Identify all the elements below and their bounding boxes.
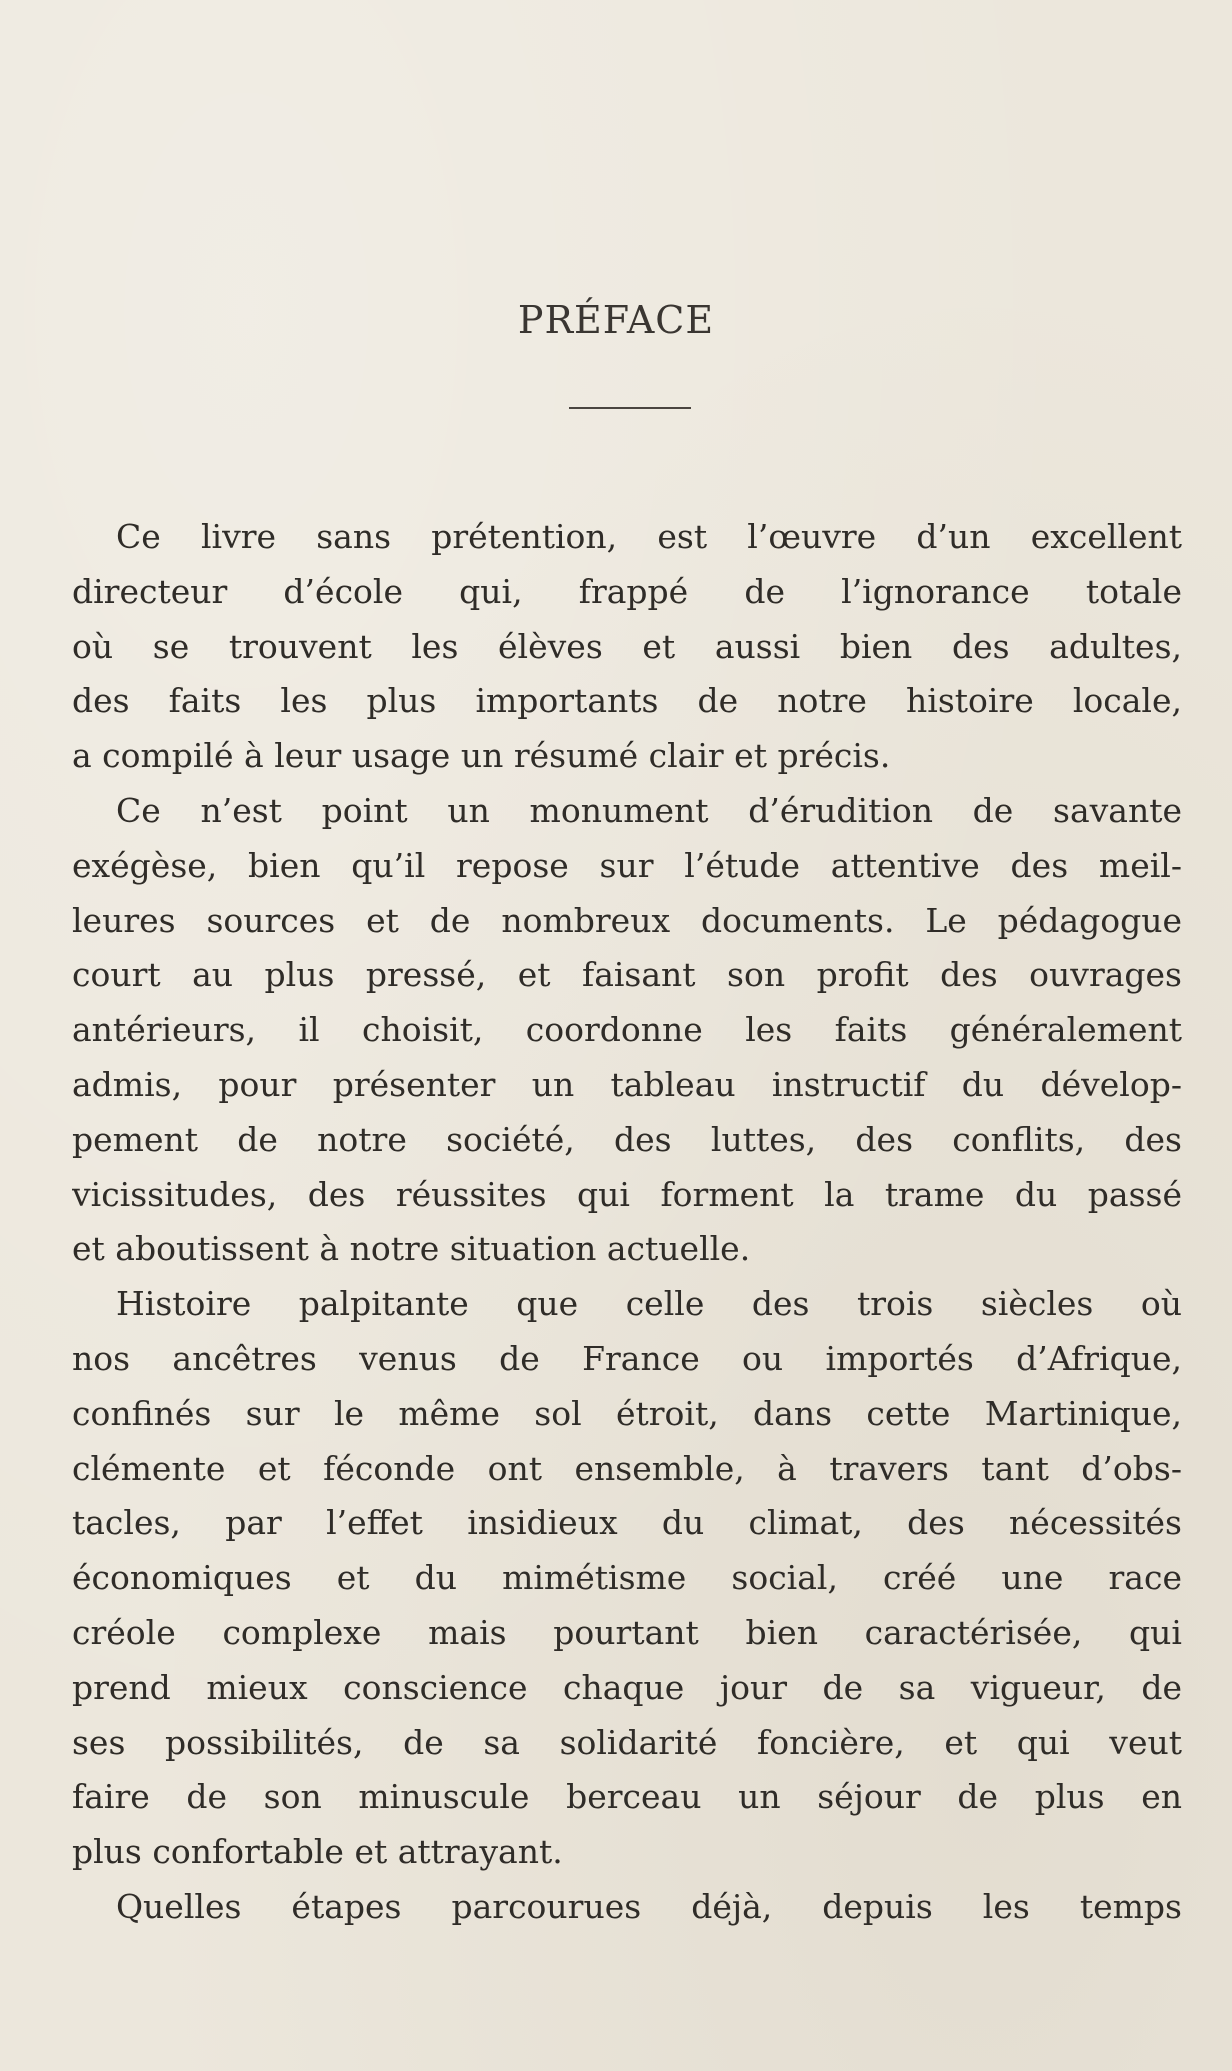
text-line: exégèse, bien qu’il repose sur l’étude attentive des meil- (72, 845, 1182, 885)
text-line: antérieurs, il choisit, coordonne les faits généralement (72, 1010, 1182, 1050)
text-line: leures sources et de nombreux documents. Le pédagogue (72, 900, 1182, 940)
text-line: Ce livre sans prétention, est l’œuvre d’un excellent (116, 517, 1182, 556)
text-line: ses possibilités, de sa solidarité foncière, et qui veut (72, 1722, 1182, 1762)
text-line: plus confortable et attrayant. (72, 1832, 563, 1872)
text-line: faire de son minuscule berceau un séjour de plus en (72, 1777, 1182, 1817)
text-line: nos ancêtres venus de France ou importés d’Afrique, (72, 1338, 1182, 1378)
text-line: pement de notre société, des luttes, des conflits, des (72, 1119, 1182, 1159)
text-line: admis, pour présenter un tableau instructif du dévelop- (72, 1064, 1182, 1104)
text-line: Histoire palpitante que celle des trois siècles où (116, 1284, 1182, 1324)
preface-body (72, 510, 1182, 1935)
text-line: clémente et féconde ont ensemble, à travers tant d’obs- (72, 1448, 1182, 1488)
text-line: des faits les plus importants de notre histoire locale, (72, 681, 1182, 721)
text-line: tacles, par l’effet insidieux du climat, des nécessités (72, 1503, 1182, 1543)
text-line: où se trouvent les élèves et aussi bien des adultes, (72, 626, 1182, 666)
text-line: vicissitudes, des réussites qui forment la trame du passé (72, 1174, 1182, 1214)
text-line: directeur d’école qui, frappé de l’ignorance totale (72, 571, 1182, 611)
text-line: Ce n’est point un monument d’érudition de savante (116, 790, 1182, 830)
text-line: a compilé à leur usage un résumé clair et précis. (72, 736, 891, 776)
page-title: PRÉFACE (517, 298, 715, 342)
text-line: confinés sur le même sol étroit, dans cette Martinique, (72, 1393, 1182, 1433)
text-line: économiques et du mimétisme social, créé une race (72, 1558, 1182, 1598)
text-line: créole complexe mais pourtant bien caractérisée, qui (72, 1612, 1182, 1652)
title-divider (569, 407, 691, 409)
text-line: prend mieux conscience chaque jour de sa vigueur, de (72, 1667, 1182, 1707)
text-line: et aboutissent à notre situation actuelle. (72, 1229, 751, 1269)
text-line: court au plus pressé, et faisant son profit des ouvrages (72, 955, 1182, 995)
text-line: Quelles étapes parcourues déjà, depuis les temps (116, 1886, 1182, 1926)
